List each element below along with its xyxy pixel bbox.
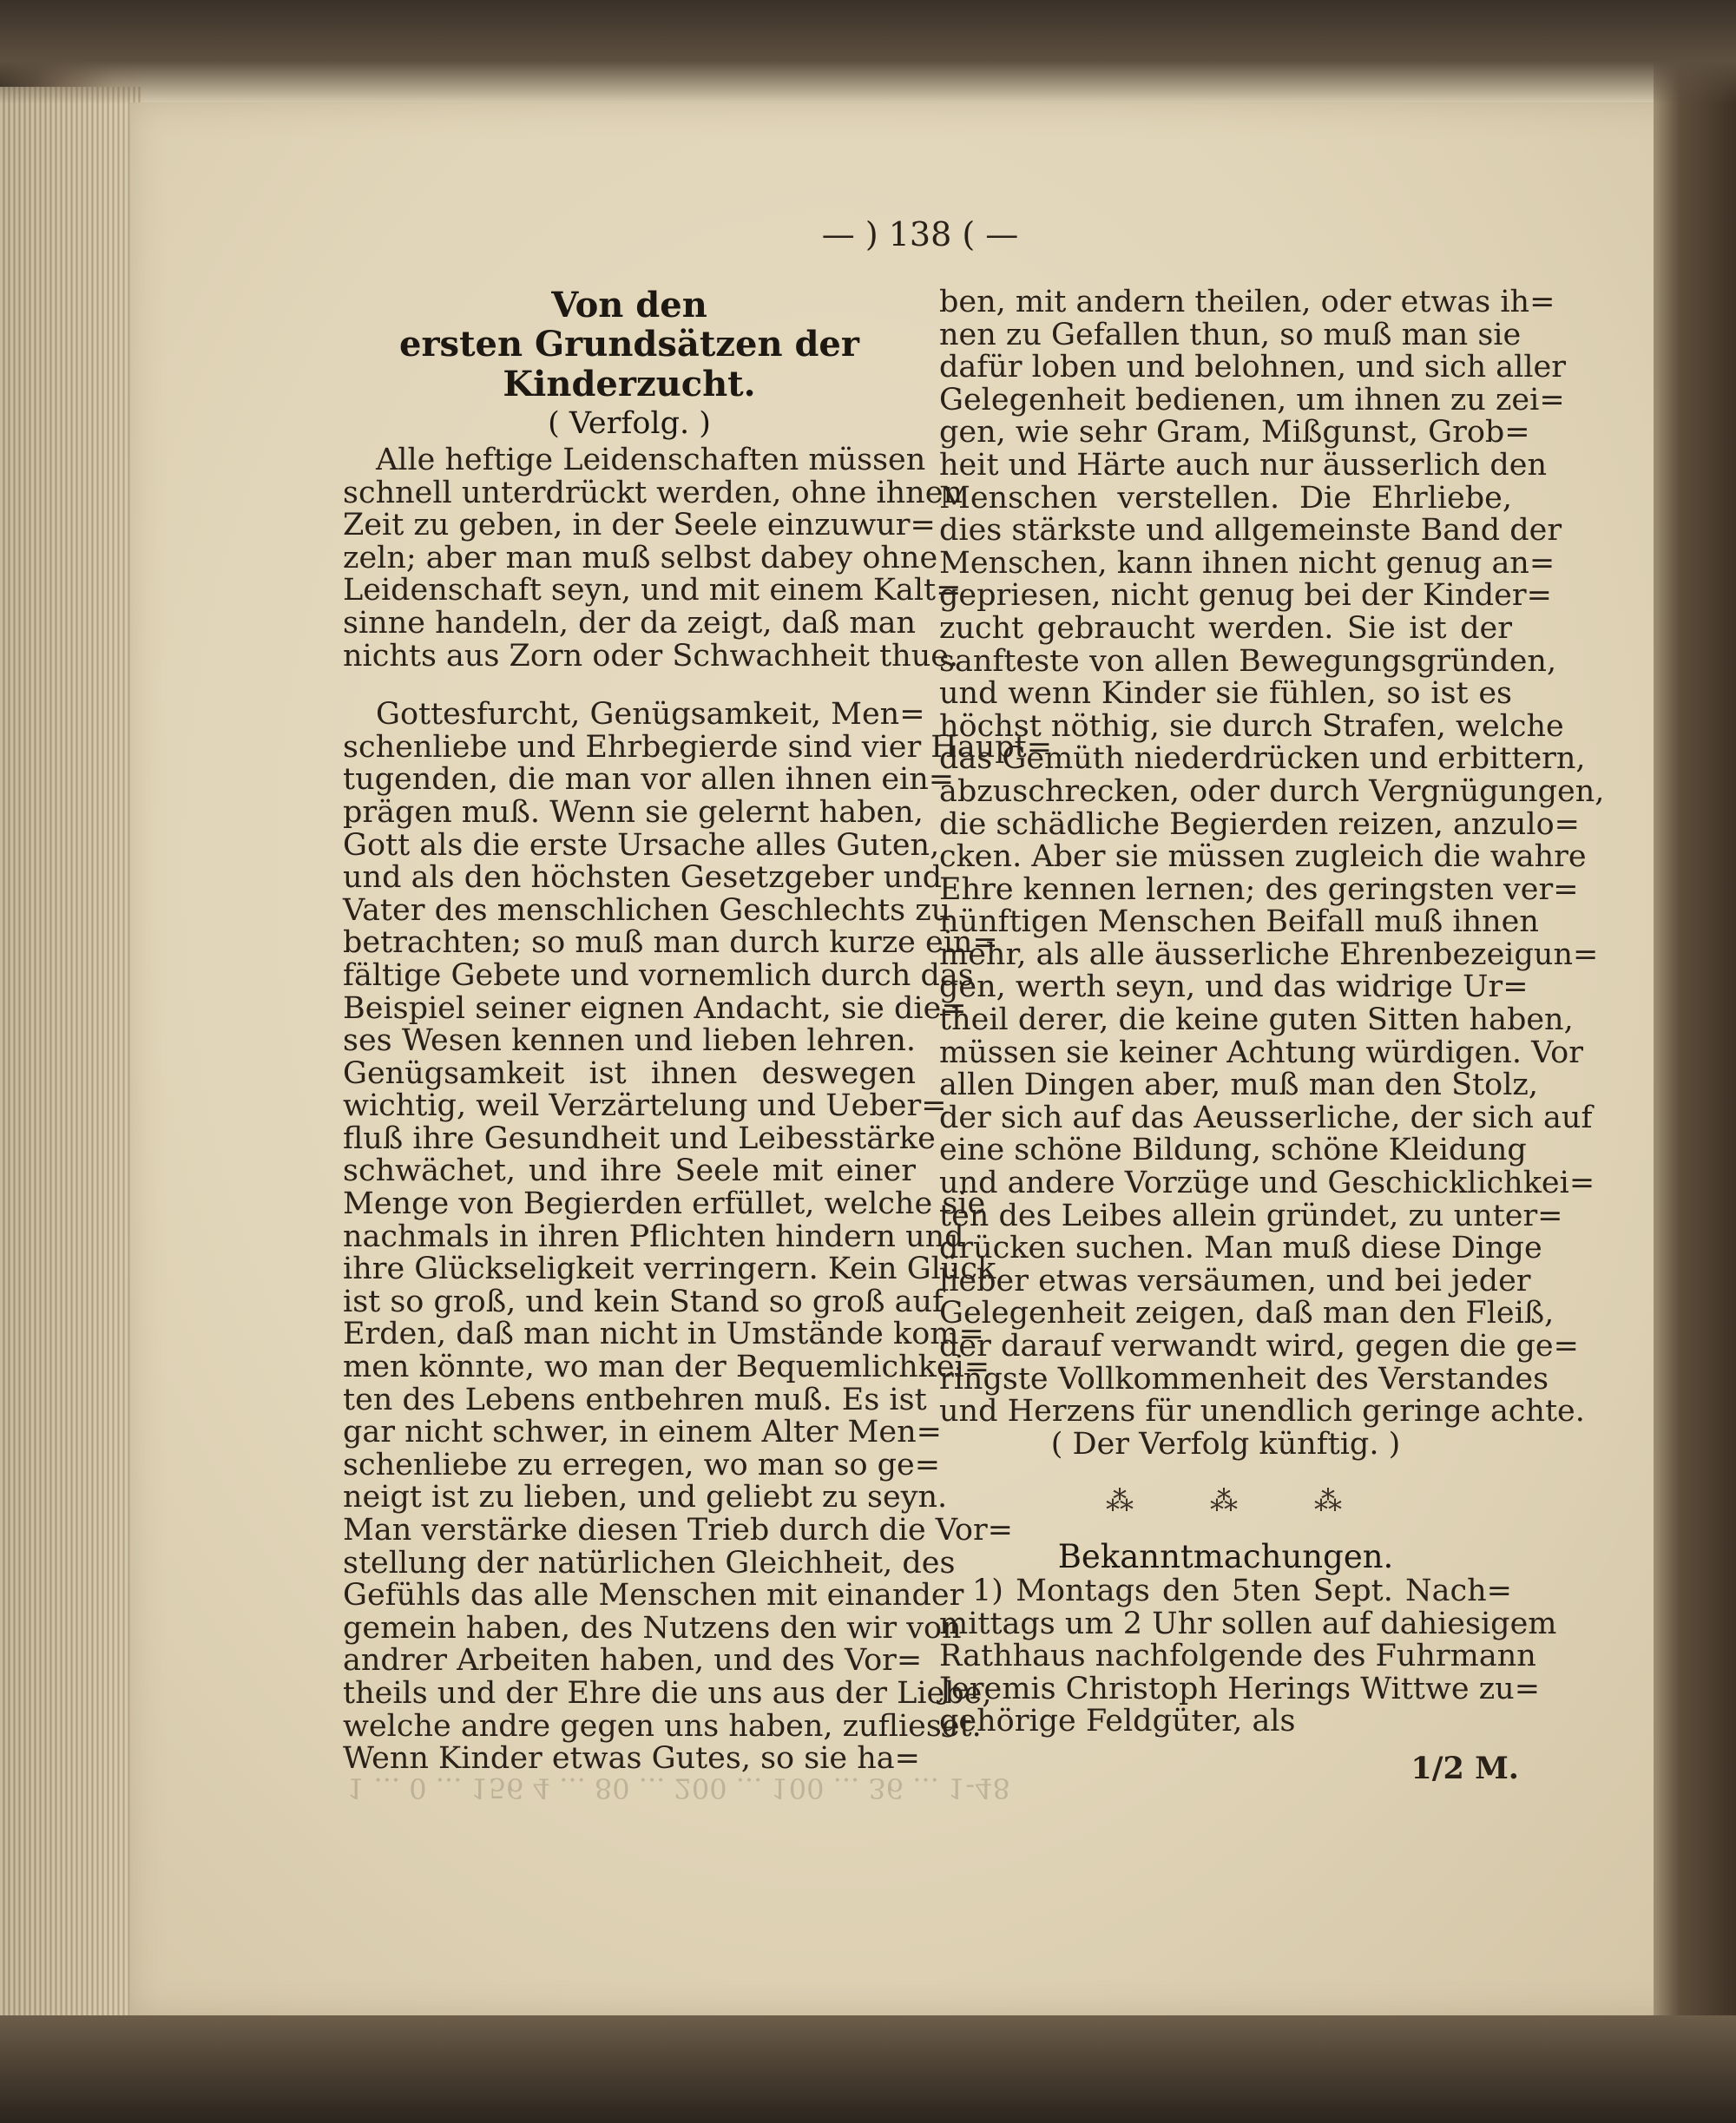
text-line: nachmals in ihren Pflichten hindern und	[343, 1219, 964, 1254]
text-line: Vater des menschlichen Geschlechts zu	[343, 892, 951, 928]
text-line: ses Wesen kennen und lieben lehren.	[343, 1023, 916, 1059]
text-line: cken. Aber sie müssen zugleich die wahre	[939, 839, 1587, 875]
text-line: betrachten; so muß man durch kurze ein=	[343, 925, 998, 961]
text-line: nen zu Gefallen thun, so muß man sie	[939, 317, 1522, 352]
text-line: gehörige Feldgüter, als	[939, 1704, 1296, 1739]
text-line: gar nicht schwer, in einem Alter Men=	[343, 1415, 942, 1450]
article-title-line-2: ersten Grundsätzen der Kinderzucht.	[399, 324, 859, 404]
text-line: Gefühls das alle Menschen mit einander	[343, 1578, 964, 1614]
text-line: Leidenschaft seyn, und mit einem Kalt=	[343, 573, 962, 608]
text-line: mittags um 2 Uhr sollen auf dahiesigem	[939, 1606, 1557, 1641]
text-line: gepriesen, nicht genug bei der Kinder=	[939, 578, 1552, 614]
text-line: dafür loben und belohnen, und sich aller	[939, 350, 1566, 385]
text-line: Beispiel seiner eignen Andacht, sie die=	[343, 990, 967, 1026]
asterism-icon: ⁂	[1210, 1484, 1241, 1518]
right-column	[939, 285, 1605, 1797]
text-line: drücken suchen. Man muß diese Dinge	[939, 1231, 1542, 1266]
text-line: gen, wie sehr Gram, Mißgunst, Grob=	[939, 415, 1530, 450]
ornament-divider	[1069, 1485, 1382, 1518]
text-line: men könnte, wo man der Bequemlichkei=	[343, 1350, 990, 1385]
text-line: müssen sie keiner Achtung würdigen. Vor	[939, 1035, 1583, 1070]
text-line: ten des Leibes allein gründet, zu unter=	[939, 1198, 1563, 1233]
text-line: neigt ist zu lieben, und geliebt zu seyn.	[343, 1480, 948, 1515]
text-line: Genügsamkeit ist ihnen deswegen	[343, 1055, 916, 1091]
text-line: welche andre gegen uns haben, zuflieset.	[343, 1708, 982, 1744]
text-line: mehr, als alle äusserliche Ehrenbezeigun=	[939, 937, 1599, 972]
text-line: die schädliche Begierden reizen, anzulo=	[939, 806, 1581, 842]
text-line: ben, mit andern theilen, oder etwas ih=	[939, 285, 1555, 319]
left-column	[343, 285, 1053, 1777]
text-line: Wenn Kinder etwas Gutes, so sie ha=	[343, 1741, 920, 1777]
text-line: ringste Vollkommenheit des Verstandes	[939, 1361, 1549, 1397]
text-line: theils und der Ehre die uns aus der Liebe,	[343, 1675, 992, 1711]
text-line: nünftigen Menschen Beifall muß ihnen	[939, 904, 1539, 940]
text-line: gemein haben, des Nutzens den wir von	[343, 1610, 962, 1646]
text-line: zeln; aber man muß selbst dabey ohne	[343, 540, 938, 575]
text-line: tugenden, die man vor allen ihnen ein=	[343, 762, 955, 798]
asterism-icon: ⁂	[1314, 1484, 1345, 1518]
text-line: das Gemüth niederdrücken und erbittern,	[939, 741, 1586, 777]
text-line: ten des Lebens entbehren muß. Es ist	[343, 1382, 927, 1417]
text-line: schwächet, und ihre Seele mit einer	[343, 1154, 916, 1189]
text-line: Ehre kennen lernen; des geringsten ver=	[939, 871, 1579, 907]
text-line: Man verstärke diesen Trieb durch die Vor=	[343, 1513, 1013, 1548]
text-line: höchst nöthig, sie durch Strafen, welche	[939, 708, 1564, 744]
text-line: ist so groß, und kein Stand so groß auf	[343, 1284, 944, 1319]
text-line: Menschen, kann ihnen nicht genug an=	[939, 545, 1555, 581]
text-line: nichts aus Zorn oder Schwachheit thue.	[343, 638, 959, 674]
text-line: Menschen verstellen. Die Ehrliebe,	[939, 480, 1512, 516]
text-line: und wenn Kinder sie fühlen, so ist es	[939, 676, 1512, 712]
text-line: 1) Montags den 5ten Sept. Nach=	[972, 1573, 1512, 1608]
text-line: und andere Vorzüge und Geschicklichkei=	[939, 1166, 1595, 1201]
announcements-heading: Bekanntmachungen.	[1057, 1537, 1394, 1575]
left-paragraph-2	[343, 697, 1053, 1777]
text-line: schnell unterdrückt werden, ohne ihnen	[343, 475, 963, 510]
text-line: Gelegenheit zeigen, daß man den Fleiß,	[939, 1296, 1555, 1331]
text-line: zucht gebraucht werden. Sie ist der	[939, 610, 1512, 646]
text-line: fältige Gebete und vornemlich durch das	[343, 957, 974, 993]
asterism-icon: ⁂	[1106, 1484, 1137, 1518]
text-line: Rathhaus nachfolgende des Fuhrmann	[939, 1639, 1536, 1674]
text-line: Gottesfurcht, Genügsamkeit, Men=	[376, 697, 925, 733]
announcement-1	[939, 1573, 1557, 1739]
text-line: und als den höchsten Gesetzgeber und	[343, 860, 943, 896]
continuation-note: ( Der Verfolg künftig. )	[1050, 1426, 1401, 1462]
text-line: sinne handeln, der da zeigt, daß man	[343, 605, 916, 641]
text-line: dies stärkste und allgemeinste Band der	[939, 513, 1562, 549]
text-line: der sich auf das Aeusserliche, der sich auf	[939, 1100, 1593, 1135]
text-line: allen Dingen aber, muß man den Stolz,	[939, 1068, 1538, 1103]
article-subtitle: ( Verfolg. )	[548, 406, 711, 441]
text-line: eine schöne Bildung, schöne Kleidung	[939, 1133, 1527, 1168]
text-line: schenliebe und Ehrbegierde sind vier Haupt=	[343, 729, 1053, 765]
text-line: fluß ihre Gesundheit und Leibesstärke	[343, 1121, 936, 1156]
text-line: Gott als die erste Ursache alles Guten,	[343, 827, 940, 863]
text-line: heit und Härte auch nur äusserlich den	[939, 447, 1547, 483]
bottom-shadow	[0, 2015, 1736, 2123]
text-line: Alle heftige Leidenschaften müssen	[376, 443, 926, 477]
text-line: abzuschrecken, oder durch Vergnügungen,	[939, 773, 1605, 809]
text-line: sanfteste von allen Bewegungsgründen,	[939, 643, 1557, 679]
text-line: stellung der natürlichen Gleichheit, des	[343, 1545, 956, 1581]
footer-mark: 1/2 M.	[1410, 1751, 1519, 1786]
text-line: der darauf verwandt wird, gegen die ge=	[939, 1329, 1579, 1364]
book-binding	[1654, 0, 1736, 2123]
text-line: Gelegenheit bedienen, um ihnen zu zei=	[939, 382, 1565, 417]
text-line: wichtig, weil Verzärtelung und Ueber=	[343, 1088, 947, 1124]
text-line: und Herzens für unendlich geringe achte.	[939, 1394, 1585, 1430]
page-number: — ) 138 ( —	[821, 215, 1019, 253]
text-line: ihre Glückseligkeit verringern. Kein Glück	[343, 1252, 996, 1287]
left-paragraph-1	[343, 443, 963, 674]
text-line: Menge von Begierden erfüllet, welche sie	[343, 1186, 986, 1222]
right-paragraph-1	[939, 285, 1605, 1430]
paragraph-gap	[343, 673, 916, 699]
top-shadow	[0, 0, 1736, 104]
article-title-line-1: Von den	[551, 285, 707, 325]
page-edge-stack	[0, 87, 143, 2022]
bleed-through-text: 1 ... 0 ... 156 4 ... 80 ... 200 ... 100 ... 36 ... 1-48	[347, 1771, 1010, 1804]
text-line: Jeremis Christoph Herings Wittwe zu=	[939, 1671, 1541, 1706]
text-line: andrer Arbeiten haben, und des Vor=	[343, 1643, 923, 1679]
text-line: schenliebe zu erregen, wo man so ge=	[343, 1447, 941, 1482]
text-line: lieber etwas versäumen, und bei jeder	[939, 1263, 1531, 1298]
text-line: gen, werth seyn, und das widrige Ur=	[939, 969, 1529, 1005]
text-line: Zeit zu geben, in der Seele einzuwur=	[343, 508, 936, 543]
text-line: theil derer, die keine guten Sitten haben,	[939, 1002, 1574, 1038]
text-line: prägen muß. Wenn sie gelernt haben,	[343, 794, 924, 830]
text-line: Erden, daß man nicht in Umstände kom=	[343, 1317, 984, 1352]
